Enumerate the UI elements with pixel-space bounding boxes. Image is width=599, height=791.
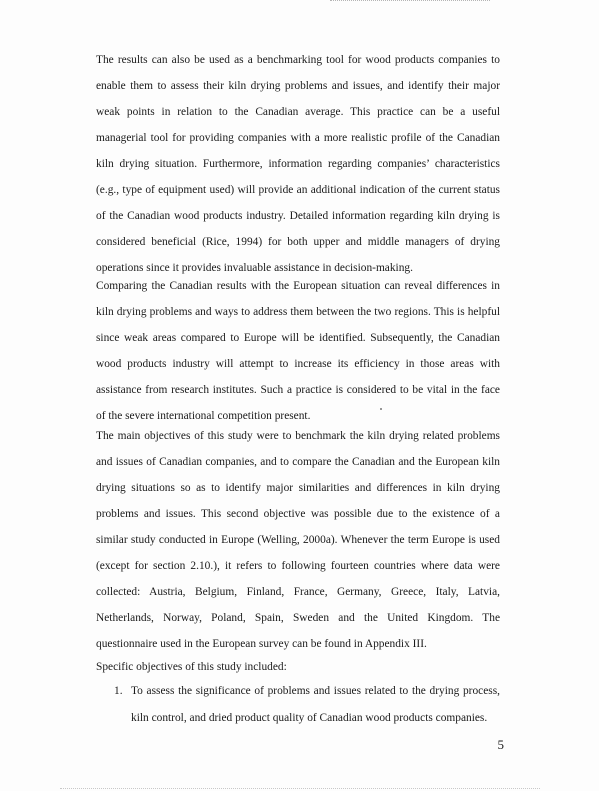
paragraph-specific-objectives-intro: Specific objectives of this study included: [96,661,287,673]
scan-speck [380,408,382,410]
paragraph-main-objectives: The main objectives of this study were to benchmark the kiln drying related problems and issues of Canadian companies, and to compare the Canadian and the European kiln drying situations so as to identify major similarities and differences in kiln drying problems and issues. This second objective was possible due to the existence of a similar study conducted in Europe (Welling, 2000a). Whenever the term Europe is used (except for section 2.10.), it refers to following fourteen countries where data were collected: Austria, Belgium, Finland, France, Germany, Greece, Italy, Latvia, Netherlands, Norway, Poland, Spain, Sweden and the United Kingdom. The questionnaire used in the European survey can be found in Appendix III. [96,430,500,650]
paragraph-european-comparison: Comparing the Canadian results with the European situation can reveal differences in kiln drying problems and ways to address them between the two regions. This is helpful since weak areas compared to Europe will be identified. Subsequently, the Canadian wood products industry will attempt to increase its efficiency in those areas with assistance from research institutes. Such a practice is considered to be vital in the face of the severe international competition present. [96,280,500,422]
scan-artifact-top-line [330,0,490,3]
page-number: 5 [497,737,504,752]
scan-artifact-bottom-line [60,788,540,790]
list-item [114,678,500,732]
list-item-number: 1. [114,685,123,697]
objectives-list [114,678,500,732]
list-item-text: To assess the significance of problems and issues related to the drying process, kiln control, and dried product quality of Canadian wood products companies. [131,685,500,724]
paragraph-benchmarking: The results can also be used as a benchmarking tool for wood products companies to enable them to assess their kiln drying problems and issues, and identify their major weak points in relation to the Canadian average. This practice can be a useful managerial tool for providing companies with a more realistic profile of the Canadian kiln drying situation. Furthermore, information regarding companies’ characteristics (e.g., type of equipment used) will provide an additional indication of the current status of the Canadian wood products industry. Detailed information regarding kiln drying is considered beneficial (Rice, 1994) for both upper and middle managers of drying operations since it provides invaluable assistance in decision-making. [96,54,500,274]
